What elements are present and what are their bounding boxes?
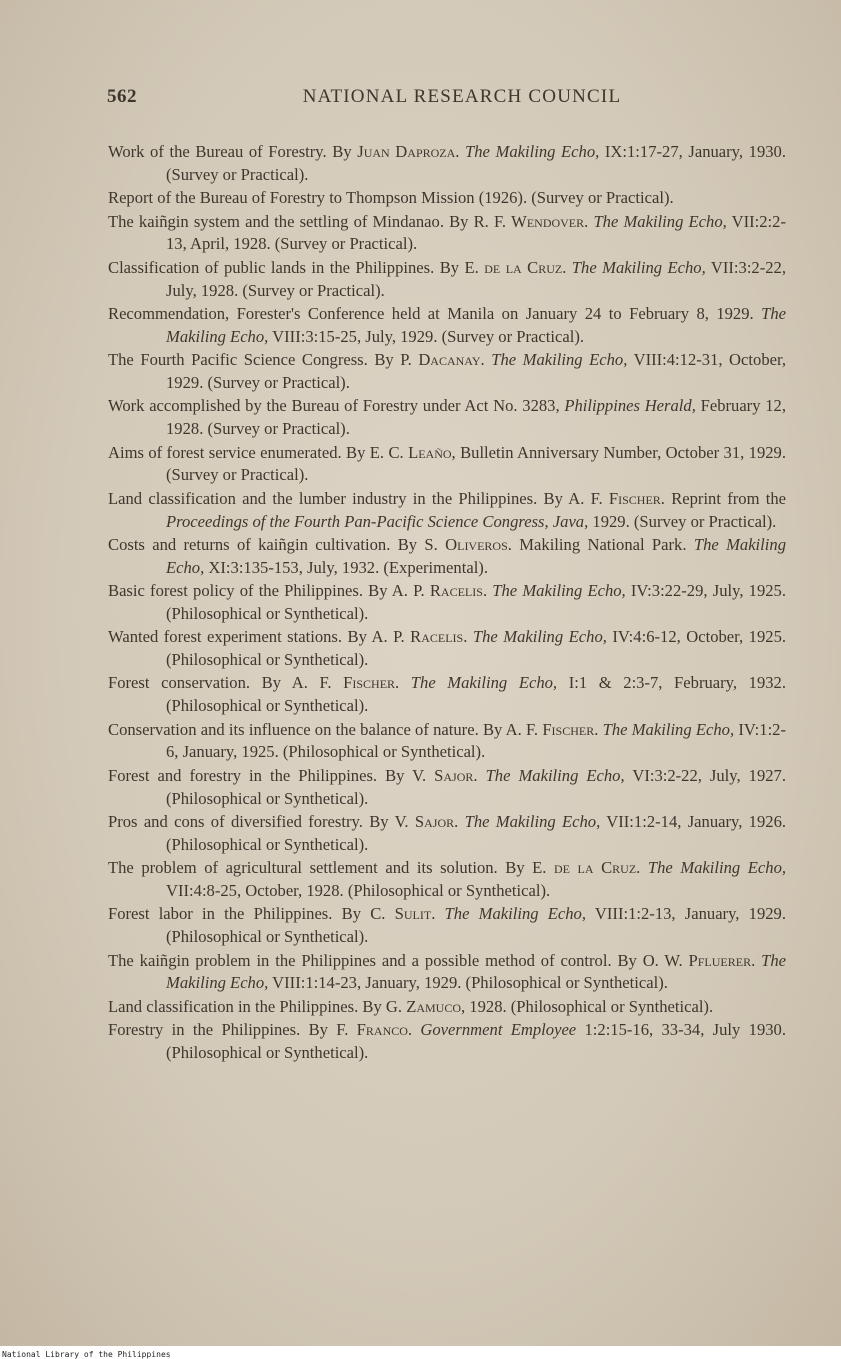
author-name: de la Cruz [554, 858, 637, 878]
entry-citation: IV:4:6-12, October, 1925. (Philosophical or Synthetical). [166, 627, 787, 670]
entry-text: . [562, 257, 572, 277]
bibliography-entry [108, 811, 786, 857]
publication-title: The Makiling Echo, [166, 303, 786, 346]
entry-text: Work accomplished by the Bureau of Forestry under Act No. 3283, [108, 396, 565, 416]
entry-citation: VI:3:2-22, July, 1927. (Philosophical or Synthetical). [166, 765, 786, 808]
bibliography-entry [108, 211, 786, 257]
entry-text: . [395, 673, 411, 693]
entry-text: The kaiñgin problem in the Philippines and a possible method of control. By O. W. [108, 950, 689, 970]
entry-text: , 1928. (Philosophical or Synthetical). [461, 996, 714, 1016]
bibliography-entry [108, 580, 786, 626]
publication-title: Government Employee [420, 1020, 577, 1040]
entry-text: . [636, 858, 648, 878]
bibliography-entry [108, 857, 786, 903]
entry-citation: IX:1:17-27, January, 1930. (Survey or Practical). [166, 142, 786, 184]
entry-citation: XI:3:135-153, July, 1932. (Experimental). [204, 557, 488, 577]
publication-title: Proceedings of the Fourth Pan-Pacific Science Congress, Java, [166, 511, 589, 531]
entry-text: . [407, 1020, 421, 1040]
entry-text: The Fourth Pacific Science Congress. By P. [108, 350, 419, 370]
entry-text: . [480, 350, 492, 370]
publication-title: The Makiling Echo, [491, 350, 628, 370]
bibliography-entry [108, 996, 786, 1019]
author-name: Oliveros [445, 534, 508, 554]
entry-citation: IV:3:22-29, July, 1925. (Philosophical or Synthetical). [166, 581, 786, 623]
author-name: Racelis [410, 627, 464, 647]
entry-text: Land classification in the Philippines. By G. [108, 996, 407, 1016]
author-name: Zamuco [406, 996, 461, 1016]
entry-text: Forestry in the Philippines. By F. [108, 1020, 357, 1040]
entry-text: , Bulletin Anniversary Number, October 31, 1929. (Survey or Practical). [166, 442, 786, 485]
entry-text: Conservation and its influence on the balance of nature. By A. F. [108, 719, 543, 739]
bibliography-entry [108, 672, 786, 718]
author-name: Franco [356, 1020, 408, 1040]
author-name: Racelis [429, 581, 483, 601]
entry-text: . [751, 950, 762, 970]
entry-text: Basic forest policy of the Philippines. By A. P. [108, 581, 430, 601]
bibliography-entry [108, 141, 786, 187]
author-name: Fischer [542, 719, 595, 739]
publication-title: The Makiling Echo, [492, 581, 626, 601]
entry-text: . [463, 627, 473, 647]
page-number: 562 [107, 86, 137, 107]
publication-title: The Makiling Echo, [472, 627, 607, 647]
entry-text: Forest labor in the Philippines. By C. [108, 904, 395, 924]
publication-title: Philippines Herald, [564, 396, 696, 416]
entry-text: . [454, 812, 465, 832]
entry-text: Classification of public lands in the Philippines. By E. [108, 257, 485, 277]
author-name: Fischer [343, 673, 396, 693]
publication-title: The Makiling Echo, [602, 719, 735, 739]
entry-citation: 1:2:15-16, 33-34, July 1930. (Philosophical or Synthetical). [166, 1020, 786, 1062]
publication-title: The Makiling Echo, [464, 812, 601, 832]
entry-text: The kaiñgin system and the settling of Mindanao. By R. F. [108, 211, 512, 231]
author-name: Sulit [394, 904, 432, 924]
author-name: Leaño [408, 442, 452, 462]
author-name: Sajor [434, 765, 474, 785]
entry-citation: VII:3:2-22, July, 1928. (Survey or Practical). [166, 257, 786, 300]
entry-text: . [482, 581, 493, 601]
entry-text: . Reprint from the [660, 488, 786, 508]
entry-text: The problem of agricultural settlement and its solution. By E. [108, 858, 554, 878]
entry-citation: IV:1:2-6, January, 1925. (Philosophical or Synthetical). [166, 719, 786, 762]
bibliography-entry [108, 349, 786, 395]
entry-citation: VII:1:2-14, January, 1926. (Philosophical or Synthetical). [166, 812, 787, 854]
entry-text: Aims of forest service enumerated. By E. C. [108, 442, 409, 462]
publication-title: The Makiling Echo, [647, 858, 787, 878]
bibliography-entry [108, 534, 786, 580]
entry-text: Pros and cons of diversified forestry. By V. [108, 812, 415, 832]
entry-text: . [455, 142, 466, 161]
entry-text: Work of the Bureau of Forestry. By [108, 142, 358, 161]
author-name: Sajor [414, 812, 455, 832]
entry-citation: 1929. (Survey or Practical). [588, 511, 777, 531]
publication-title: The Makiling Echo, [485, 765, 625, 785]
entry-citation: VIII:1:14-23, January, 1929. (Philosophical or Synthetical). [268, 973, 668, 993]
entry-text: Costs and returns of kaiñgin cultivation. By S. [108, 534, 446, 554]
bibliography-entry [108, 626, 786, 672]
bibliography-list [108, 141, 786, 1065]
entry-text: Land classification and the lumber industry in the Philippines. By A. F. [108, 488, 609, 508]
bibliography-entry [108, 442, 786, 488]
publication-title: The Makiling Echo, [444, 904, 587, 924]
bibliography-entry [108, 395, 786, 441]
publication-title: The Makiling Echo, [410, 673, 558, 693]
entry-citation: I:1 & 2:3-7, February, 1932. (Philosophical or Synthetical). [166, 673, 786, 716]
publication-title: The Makiling Echo, [166, 534, 786, 577]
entry-citation: VIII:1:2-13, January, 1929. (Philosophical or Synthetical). [166, 904, 786, 947]
entry-citation: VII:2:2-13, April, 1928. (Survey or Practical). [166, 211, 786, 254]
entry-text: . [584, 211, 594, 231]
entry-citation: VII:4:8-25, October, 1928. (Philosophical or Synthetical). [166, 881, 551, 900]
bibliography-entry [108, 488, 786, 534]
entry-text: . [594, 719, 603, 739]
entry-text: Forest conservation. By A. F. [108, 673, 344, 693]
bibliography-entry [108, 950, 786, 996]
entry-text: Wanted forest experiment stations. By A. P. [108, 627, 411, 647]
author-name: Dacanay [418, 350, 481, 370]
author-name: Pfluerer [688, 950, 752, 970]
publication-title: The Makiling Echo, [571, 257, 706, 277]
entry-text: . [431, 904, 445, 924]
bibliography-entry [108, 187, 786, 210]
bibliography-entry [108, 257, 786, 303]
bibliography-entry [108, 719, 786, 765]
entry-text: Forest and forestry in the Philippines. By V. [108, 765, 435, 785]
bibliography-entry [108, 1019, 786, 1065]
entry-citation: VIII:4:12-31, October, 1929. (Survey or Practical). [166, 350, 786, 392]
page-header [107, 86, 787, 112]
publication-title: The Makiling Echo, [593, 211, 727, 231]
author-name: Juan Daproza [357, 142, 456, 161]
entry-text: Report of the Bureau of Forestry to Thompson Mission (1926). (Survey or Practical). [108, 188, 674, 208]
author-name: de la Cruz [484, 257, 563, 277]
author-name: Wendover [511, 211, 585, 231]
bibliography-entry [108, 303, 786, 349]
publication-title: The Makiling Echo, [166, 950, 787, 993]
running-title: NATIONAL RESEARCH COUNCIL [302, 86, 622, 107]
library-credit: National Library of the Philippines [2, 1350, 171, 1359]
entry-text: . Makiling National Park. [507, 534, 694, 554]
publication-title: The Makiling Echo, [465, 142, 600, 161]
entry-text: Recommendation, Forester's Conference held at Manila on January 24 to February 8, 1929. [108, 303, 762, 323]
entry-citation: VIII:3:15-25, July, 1929. (Survey or Practical). [268, 326, 584, 346]
bibliography-entry [108, 903, 786, 949]
bibliography-entry [108, 765, 786, 811]
author-name: Fischer [608, 488, 661, 508]
entry-citation: February 12, 1928. (Survey or Practical). [166, 396, 786, 439]
entry-text: . [473, 765, 486, 785]
